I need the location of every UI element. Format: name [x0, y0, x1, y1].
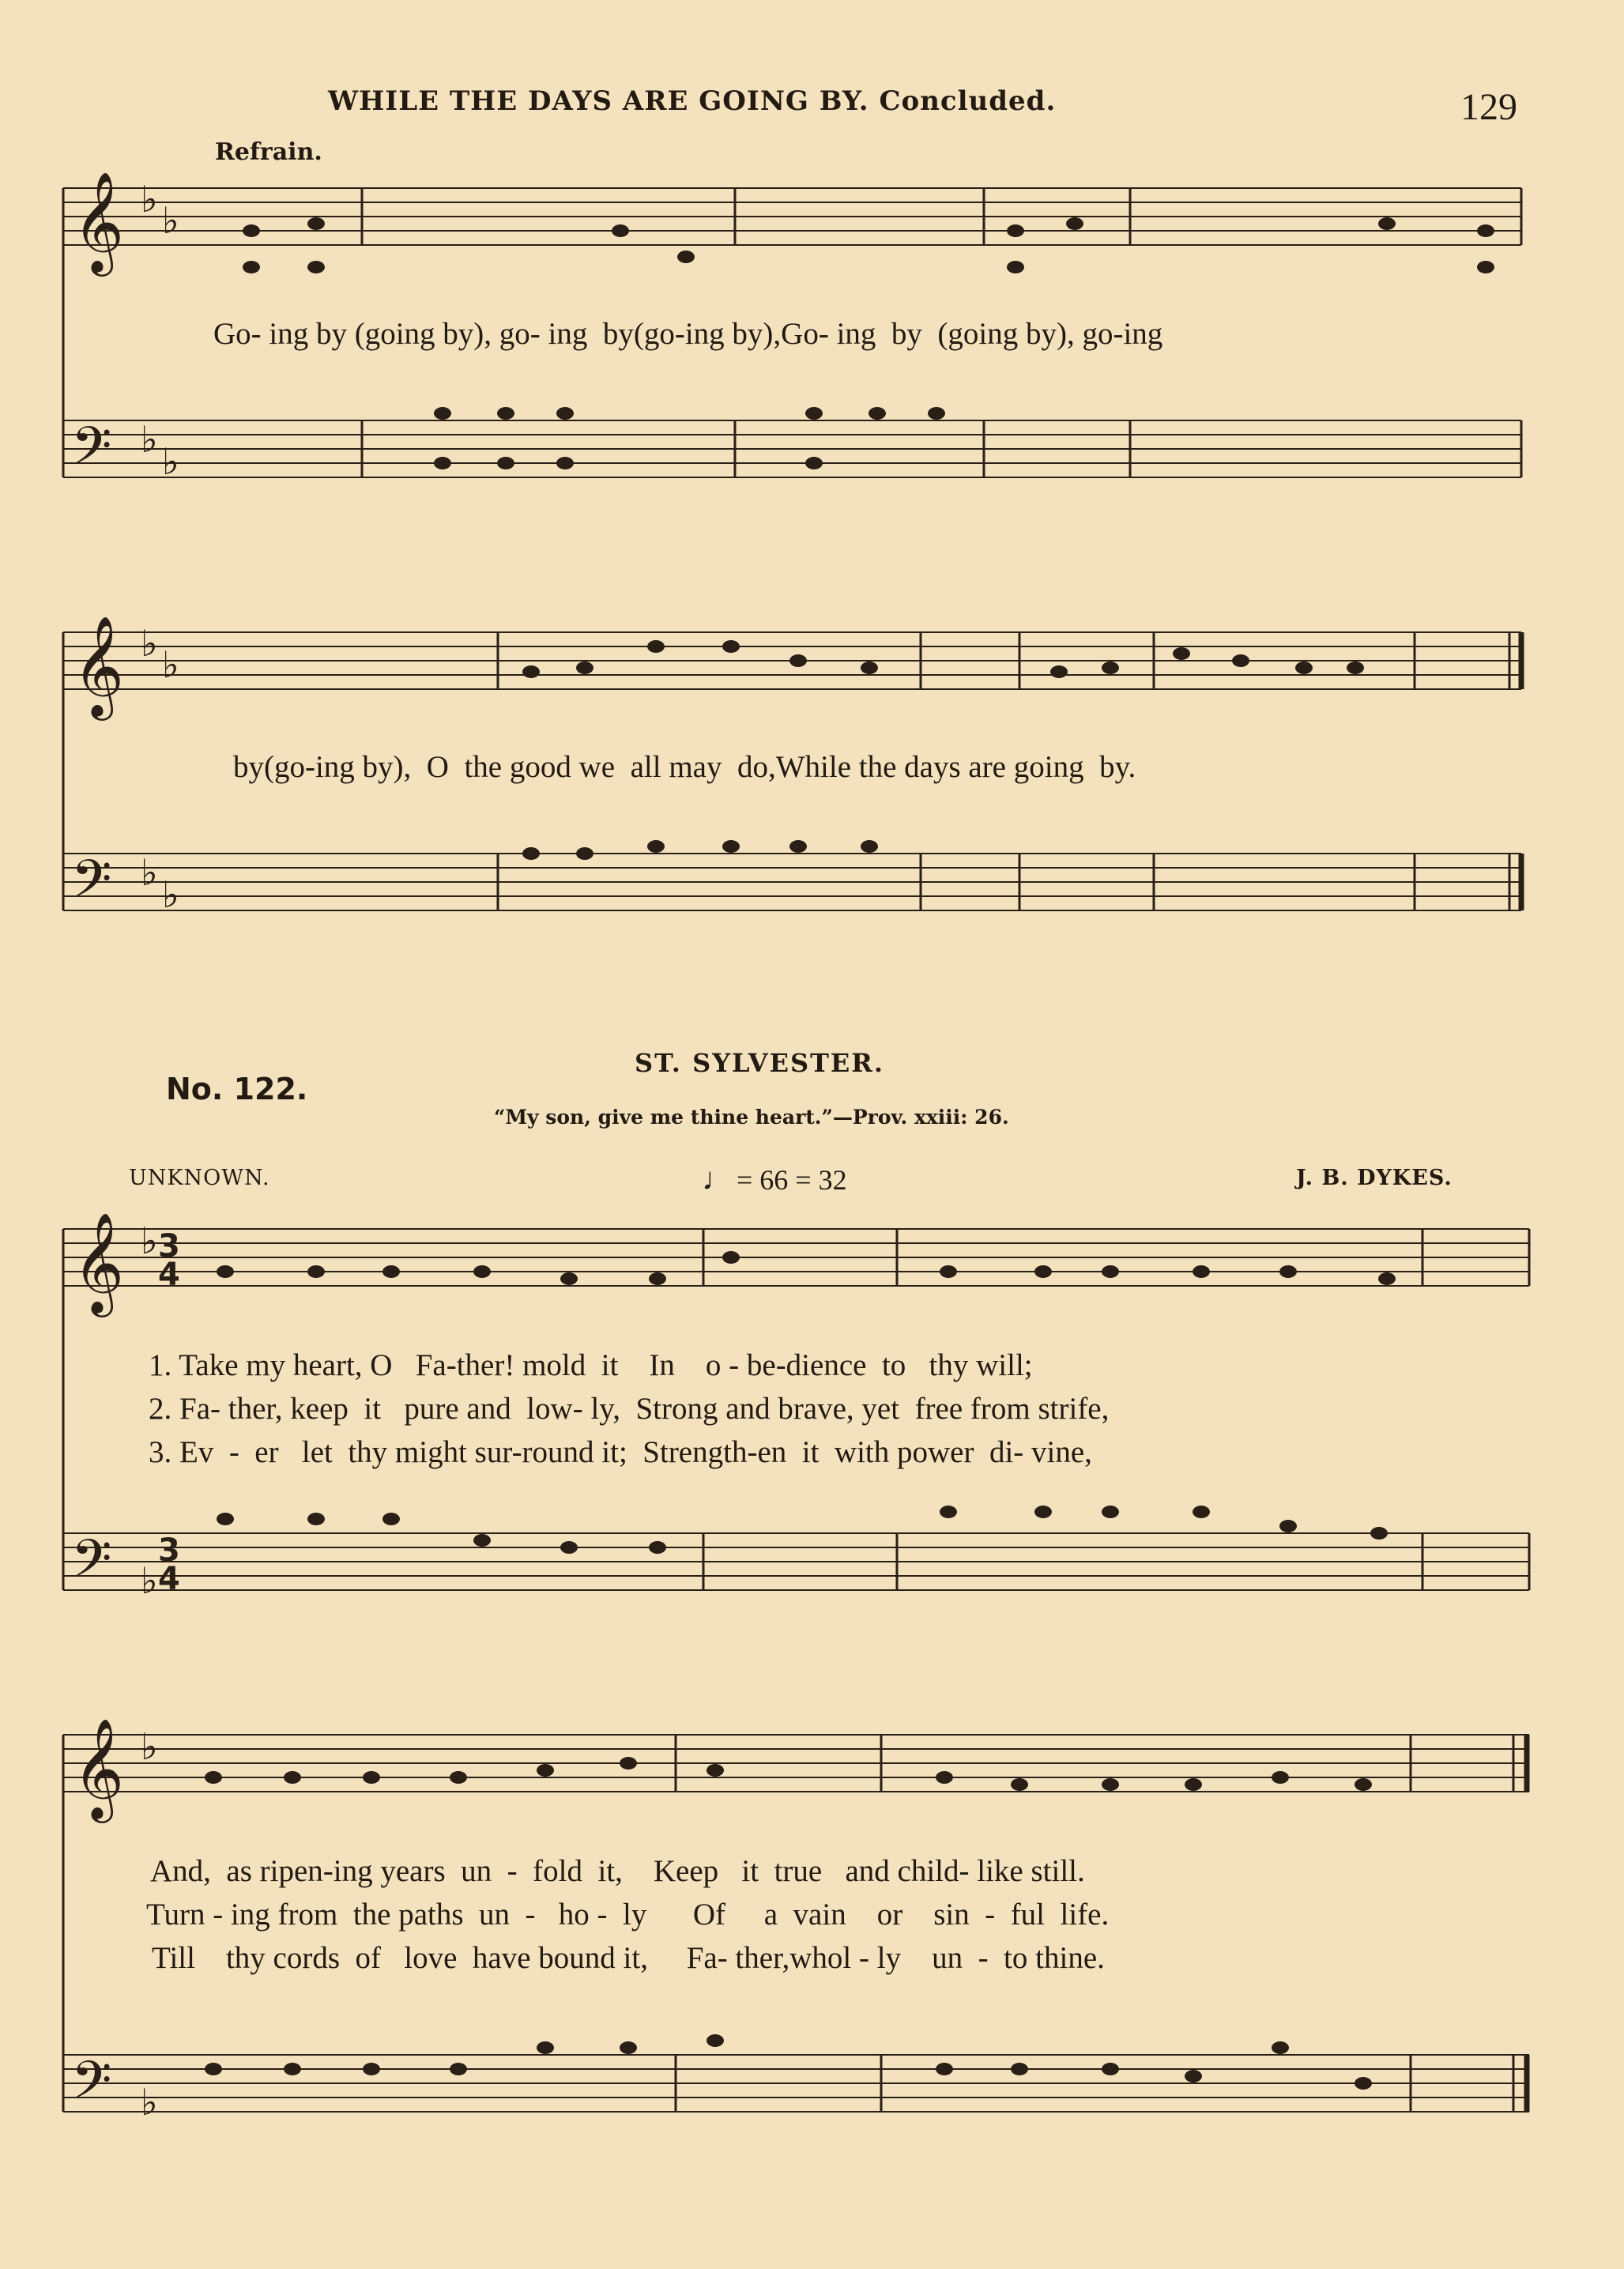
staff-bass-2	[63, 854, 1521, 910]
time-signature-bottom: 4	[158, 1257, 180, 1293]
quarter-note-icon: ♩	[702, 1161, 733, 1197]
refrain-label: Refrain.	[215, 138, 322, 166]
flat-icon: ♭	[162, 199, 179, 242]
hymn-title: ST. SYLVESTER.	[635, 1048, 884, 1078]
verse-lyric-2a: 2. Fa- ther, keep it pure and low- ly, Strong and brave, yet free from strife,	[149, 1392, 1110, 1426]
treble-clef-icon: 𝄞	[73, 1717, 125, 1819]
staff-treble-1	[63, 188, 1521, 245]
tempo-value: = 66 = 32	[737, 1164, 847, 1196]
refrain-lyric-line-2: by(go-ing by), O the good we all may do,While the days are going by.	[233, 750, 1136, 784]
treble-clef-icon: 𝄞	[73, 1212, 125, 1313]
noteheads	[205, 217, 1494, 2090]
flat-icon: ♭	[162, 643, 179, 686]
verse-lyric-2b: Turn - ing from the paths un - ho - ly Of a vain or sin - ful life.	[146, 1898, 1110, 1932]
bass-clef-icon: 𝄢	[71, 416, 112, 489]
flat-icon: ♭	[141, 418, 158, 461]
tempo-marking	[702, 1160, 847, 1197]
time-signature-bottom: 4	[158, 1561, 180, 1597]
staff-bass-1	[63, 420, 1521, 477]
composer-credit: J. B. DYKES.	[1296, 1166, 1453, 1190]
flat-icon: ♭	[141, 1725, 158, 1768]
bass-clef-icon: 𝄢	[71, 1528, 112, 1602]
staff-bass-3	[63, 1533, 1529, 1590]
bass-clef-icon: 𝄢	[71, 849, 112, 922]
flat-icon: ♭	[141, 1219, 158, 1262]
staff-treble-4	[63, 1735, 1529, 1792]
author-credit: UNKNOWN.	[129, 1166, 270, 1190]
running-header: WHILE THE DAYS ARE GOING BY. Concluded.	[328, 85, 1057, 117]
flat-icon: ♭	[141, 178, 158, 220]
flat-icon: ♭	[141, 851, 158, 894]
page-number: 129	[1460, 86, 1517, 128]
verse-lyric-3a: 3. Ev - er let thy might sur-round it; Strength-en it with power di- vine,	[149, 1435, 1092, 1469]
staff-bass-4	[63, 2055, 1529, 2112]
flat-icon: ♭	[162, 873, 179, 916]
refrain-lyric-line-1: Go- ing by (going by), go- ing by(go-ing by),Go- ing by (going by), go-ing	[213, 317, 1163, 351]
time-signature-top: 3	[158, 1532, 180, 1569]
flat-icon: ♭	[162, 440, 179, 483]
verse-lyric-1b: And, as ripen-ing years un - fold it, Keep it true and child- like still.	[150, 1854, 1085, 1888]
verse-lyric-3b: Till thy cords of love have bound it, Fa- ther,whol - ly un - to thine.	[152, 1941, 1105, 1975]
treble-clef-icon: 𝄞	[73, 171, 125, 272]
bass-clef-icon: 𝄢	[71, 2050, 112, 2124]
scripture-reference: “My son, give me thine heart.”—Prov. xxiii: 26.	[494, 1106, 1009, 1129]
flat-icon: ♭	[141, 1559, 158, 1602]
verse-lyric-1a: 1. Take my heart, O Fa-ther! mold it In o - be-dience to thy will;	[149, 1348, 1033, 1382]
staff-treble-3	[63, 1229, 1529, 1286]
flat-icon: ♭	[141, 622, 158, 665]
treble-clef-icon: 𝄞	[73, 615, 125, 716]
hymn-number: No. 122.	[166, 1072, 308, 1106]
flat-icon: ♭	[141, 2081, 158, 2124]
time-signature-top: 3	[158, 1228, 180, 1265]
